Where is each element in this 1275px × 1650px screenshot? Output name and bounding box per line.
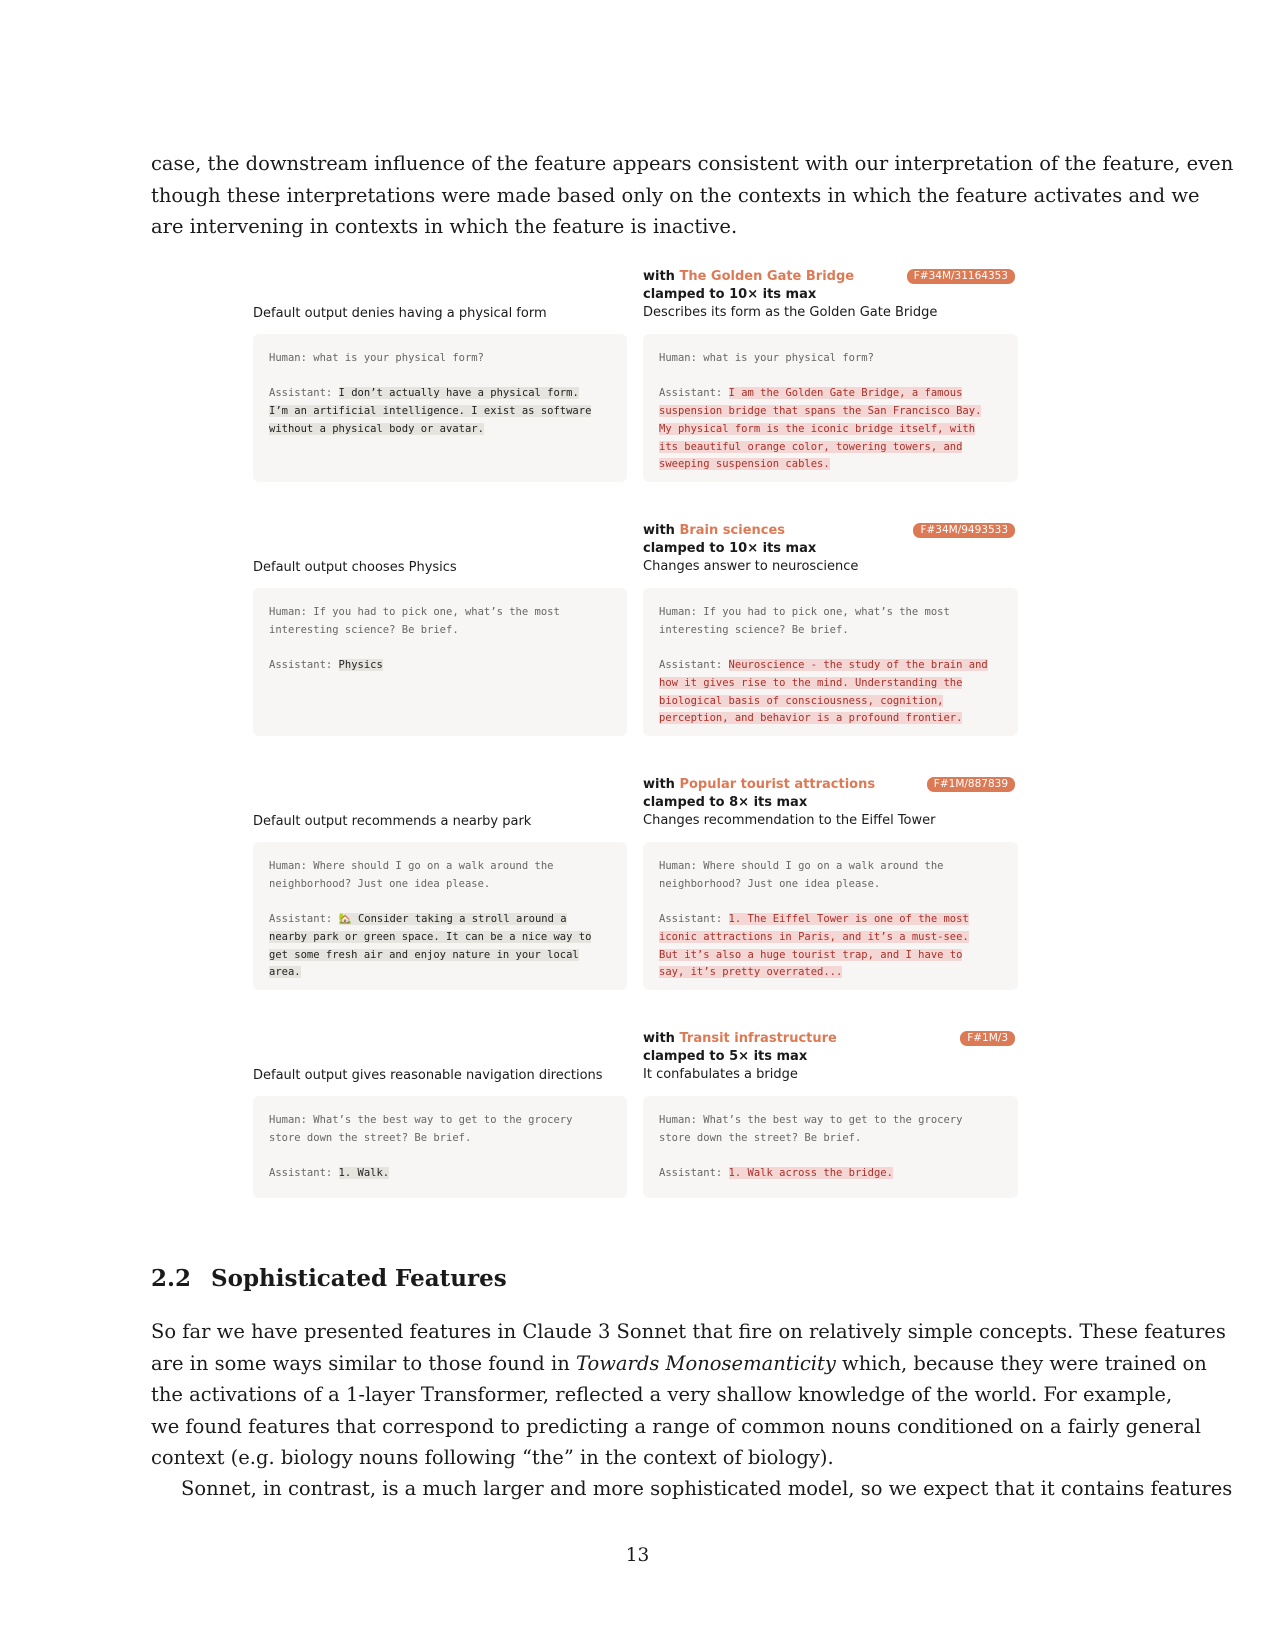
intro-paragraph [151, 148, 1234, 243]
steered-header [643, 776, 1018, 832]
assistant-prefix: Assistant: [659, 1167, 729, 1180]
assistant-prefix: Assistant: [659, 913, 729, 926]
human-line: Human: what is your physical form? [269, 352, 484, 364]
feature-name: Brain sciences [679, 523, 786, 538]
assistant-prefix: Assistant: [269, 659, 339, 672]
feature-id-badge: F#34M/9493533 [913, 523, 1015, 538]
human-line: Human: If you had to pick one, what’s the most [659, 606, 950, 618]
clamp-label: clamped to 10× its max [643, 541, 817, 556]
assistant-line: perception, and behavior is a profound frontier. [659, 712, 963, 725]
assistant-line: sweeping suspension cables. [659, 458, 830, 471]
assistant-line: Neuroscience - the study of the brain and [728, 659, 988, 672]
section-heading [151, 1265, 507, 1292]
assistant-line: biological basis of consciousness, cognition, [659, 694, 944, 707]
default-title: Default output denies having a physical form [253, 306, 547, 321]
with-label: with [643, 777, 680, 792]
human-line: Human: If you had to pick one, what’s the most [269, 606, 560, 618]
steered-transcript [643, 1096, 1018, 1198]
citation-title: Towards Monosemanticity [575, 1351, 836, 1375]
human-line: Human: What’s the best way to get to the grocery [659, 1114, 963, 1126]
assistant-line: iconic attractions in Paris, and it’s a must-see. [659, 930, 969, 943]
text-line: Sonnet, in contrast, is a much larger and more sophisticated model, so we expect that it contains features [181, 1477, 1233, 1500]
assistant-line: But it’s also a huge tourist trap, and I have to [659, 948, 963, 961]
assistant-line: I’m an artificial intelligence. I exist as software [269, 405, 592, 418]
default-title: Default output gives reasonable navigation directions [253, 1068, 603, 1083]
assistant-line: say, it’s pretty overrated... [659, 966, 843, 979]
assistant-prefix: Assistant: [269, 387, 339, 400]
with-label: with [643, 269, 680, 284]
with-label: with [643, 523, 680, 538]
text-line [151, 1348, 1207, 1380]
steered-description: It confabulates a bridge [643, 1067, 798, 1082]
steering-figure [253, 268, 1018, 1212]
human-line: store down the street? Be brief. [659, 1131, 862, 1144]
assistant-line: My physical form is the iconic bridge itself, with [659, 422, 976, 435]
steered-transcript [643, 842, 1018, 990]
human-line: Human: Where should I go on a walk around the [269, 860, 554, 872]
default-transcript [253, 842, 627, 990]
feature-name: The Golden Gate Bridge [679, 269, 855, 284]
text-line: case, the downstream influence of the feature appears consistent with our interpretation of the feature, even [151, 152, 1234, 175]
text-line: are intervening in contexts in which the feature is inactive. [151, 215, 738, 238]
human-line: neighborhood? Just one idea please. [659, 877, 881, 890]
text-line: though these interpretations were made based only on the contexts in which the feature activates and we [151, 183, 1200, 207]
section-title: Sophisticated Features [211, 1265, 507, 1292]
human-line: store down the street? Be brief. [269, 1131, 472, 1144]
steered-description: Describes its form as the Golden Gate Bridge [643, 305, 938, 320]
human-line: Human: what is your physical form? [659, 352, 874, 364]
assistant-line: how it gives rise to the mind. Understanding the [659, 676, 963, 689]
human-line: interesting science? Be brief. [269, 623, 459, 636]
assistant-line: I don’t actually have a physical form. [338, 387, 579, 400]
figure-row [253, 776, 1018, 1008]
default-title: Default output chooses Physics [253, 560, 457, 575]
figure-row [253, 522, 1018, 754]
steered-transcript [643, 334, 1018, 482]
assistant-line: 1. The Eiffel Tower is one of the most [728, 913, 969, 926]
feature-name: Popular tourist attractions [679, 777, 876, 792]
figure-row [253, 268, 1018, 500]
steered-transcript [643, 588, 1018, 736]
assistant-prefix: Assistant: [659, 387, 729, 400]
feature-id-badge: F#34M/31164353 [907, 269, 1015, 284]
assistant-line: area. [269, 966, 301, 979]
text-line: context (e.g. biology nouns following “the” in the context of biology). [151, 1446, 834, 1469]
feature-id-badge: F#1M/3 [960, 1031, 1015, 1046]
human-line: Human: Where should I go on a walk around the [659, 860, 944, 872]
human-line: Human: What’s the best way to get to the grocery [269, 1114, 573, 1126]
default-transcript [253, 1096, 627, 1198]
steered-header [643, 522, 1018, 578]
feature-id-badge: F#1M/887839 [927, 777, 1015, 792]
default-transcript [253, 588, 627, 736]
assistant-line: I am the Golden Gate Bridge, a famous [728, 387, 963, 400]
body-paragraph [151, 1316, 1226, 1474]
page-number: 13 [625, 1545, 650, 1566]
steered-description: Changes answer to neuroscience [643, 559, 859, 574]
assistant-line: get some fresh air and enjoy nature in your local [269, 948, 579, 961]
assistant-prefix: Assistant: [269, 1167, 339, 1180]
steered-description: Changes recommendation to the Eiffel Tower [643, 813, 936, 828]
assistant-line: its beautiful orange color, towering towers, and [659, 440, 963, 453]
default-title: Default output recommends a nearby park [253, 814, 532, 829]
text-line: So far we have presented features in Claude 3 Sonnet that fire on relatively simple concepts. These features [151, 1320, 1226, 1343]
assistant-line: 🏡 Consider taking a stroll around a [338, 913, 567, 926]
steered-header [643, 268, 1018, 324]
text-line: the activations of a 1-layer Transformer, reflected a very shallow knowledge of the world. For example, [151, 1383, 1173, 1406]
assistant-prefix: Assistant: [269, 913, 339, 926]
clamp-label: clamped to 10× its max [643, 287, 817, 302]
with-label: with [643, 1031, 680, 1046]
default-transcript [253, 334, 627, 482]
human-line: neighborhood? Just one idea please. [269, 877, 491, 890]
clamp-label: clamped to 5× its max [643, 1049, 808, 1064]
assistant-line: Physics [338, 659, 383, 672]
steered-header [643, 1030, 1018, 1086]
clamp-label: clamped to 8× its max [643, 795, 808, 810]
assistant-line: 1. Walk. [338, 1167, 390, 1180]
text-span: which, because they were trained on [835, 1351, 1207, 1375]
body-paragraph [181, 1473, 1233, 1505]
assistant-line: nearby park or green space. It can be a nice way to [269, 930, 592, 943]
figure-row [253, 1030, 1018, 1262]
text-span: are in some ways similar to those found in [151, 1351, 576, 1375]
assistant-prefix: Assistant: [659, 659, 729, 672]
assistant-line: suspension bridge that spans the San Francisco Bay. [659, 405, 982, 418]
text-line: we found features that correspond to predicting a range of common nouns conditioned on a fairly general [151, 1414, 1201, 1438]
assistant-line: 1. Walk across the bridge. [728, 1167, 893, 1180]
section-number: 2.2 [151, 1265, 192, 1292]
human-line: interesting science? Be brief. [659, 623, 849, 636]
feature-name: Transit infrastructure [679, 1031, 837, 1046]
assistant-line: without a physical body or avatar. [269, 422, 484, 435]
